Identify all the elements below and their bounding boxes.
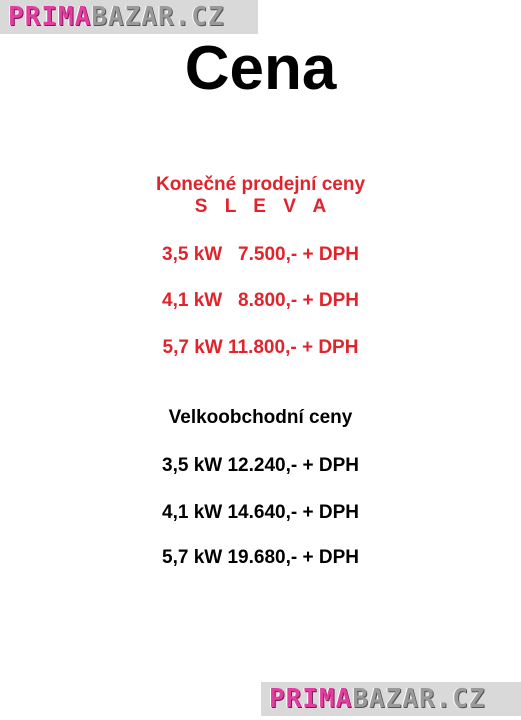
sale-price-line: 5,7 kW 11.800,- + DPH — [162, 337, 359, 358]
sale-subheading: S L E V A — [194, 196, 333, 217]
watermark-logo-top — [0, 0, 258, 34]
wholesale-price-line: 4,1 kW 14.640,- + DPH — [162, 502, 359, 523]
watermark-bazar-text: BAZAR.CZ — [91, 2, 225, 32]
wholesale-price-line: 5,7 kW 19.680,- + DPH — [162, 547, 359, 568]
watermark-logo-bottom — [261, 682, 521, 716]
wholesale-heading: Velkoobchodní ceny — [168, 407, 353, 428]
sale-heading: Konečné prodejní ceny — [155, 174, 366, 195]
sale-price-line: 3,5 kW 7.500,- + DPH — [162, 244, 359, 265]
watermark-bazar-text: BAZAR.CZ — [352, 684, 486, 714]
watermark-prima-text: PRIMA — [8, 2, 92, 32]
wholesale-price-line: 3,5 kW 12.240,- + DPH — [162, 455, 359, 476]
page-title: Cena — [184, 34, 337, 103]
sale-price-line: 4,1 kW 8.800,- + DPH — [162, 290, 359, 311]
watermark-prima-text: PRIMA — [269, 684, 353, 714]
